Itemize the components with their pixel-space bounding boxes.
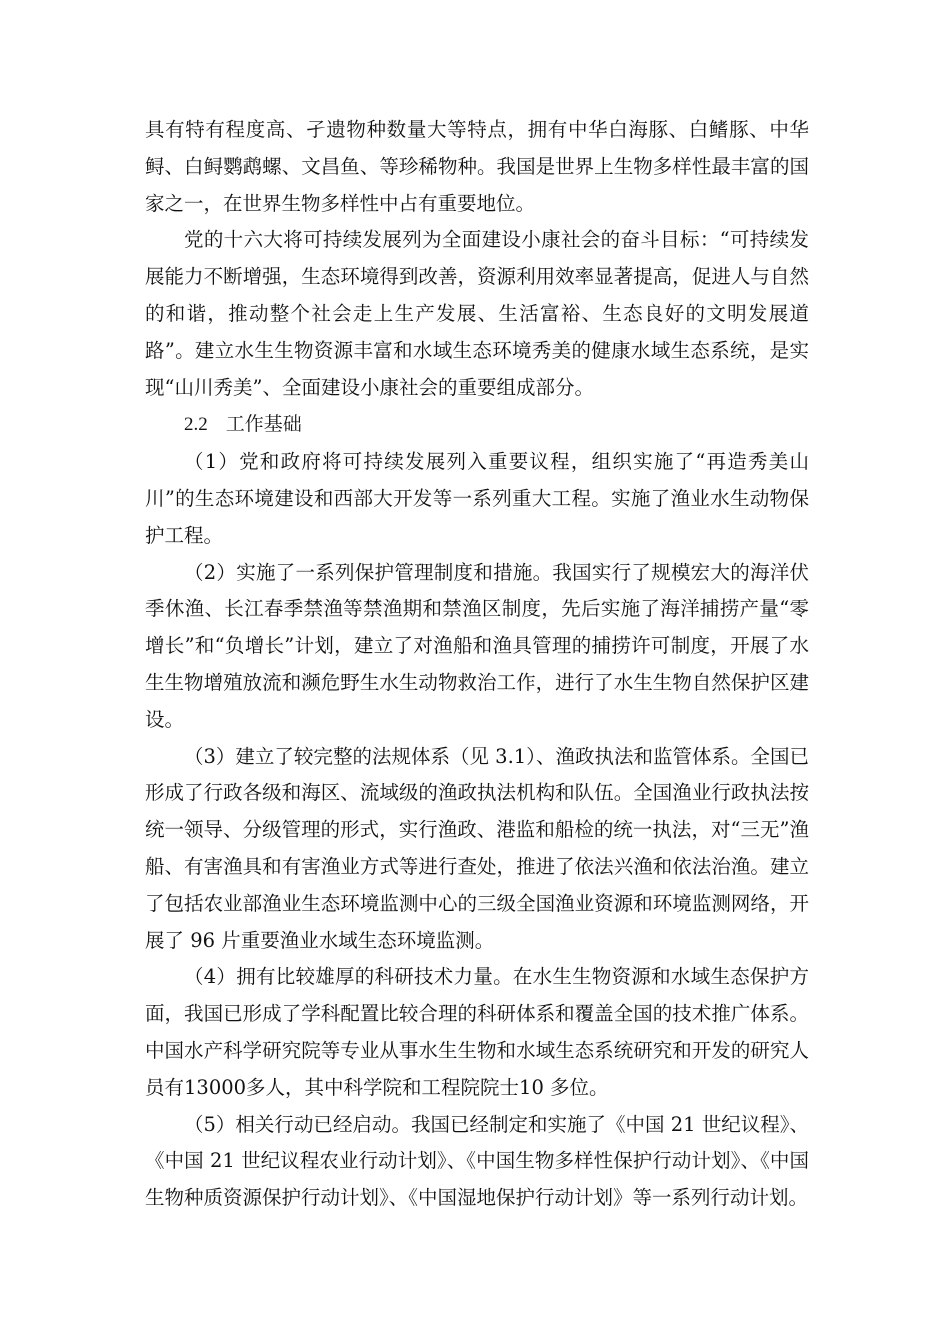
section-title: 工作基础: [225, 413, 302, 436]
paragraph-item-4: （4）拥有比较雄厚的科研技术力量。在水生生物资源和水域生态保护方面，我国已形成了学科配置比较合理的科研体系和覆盖全国的技术推广体系。中国水产科学研究院等专业从事水生生物和水域生态系统研究和开发的研究人员有13000多人，其中科学院和工程院院士10 多位。: [145, 965, 809, 1099]
section-number: 2.2: [184, 414, 208, 436]
document-body: [145, 112, 809, 1217]
paragraph-item-2: （2）实施了一系列保护管理制度和措施。我国实行了规模宏大的海洋伏季休渔、长江春季禁渔等禁渔期和禁渔区制度，先后实施了海洋捕捞产量“零增长”和“负增长”计划，建立了对渔船和渔具管理的捕捞许可制度，开展了水生生物增殖放流和濒危野生水生动物救治工作，进行了水生生物自然保护区建设。: [145, 560, 809, 731]
paragraph-item-3: （3）建立了较完整的法规体系（见 3.1）、渔政执法和监管体系。全国已形成了行政各级和海区、流域级的渔政执法机构和队伍。全国渔业行政执法按统一领导、分级管理的形式，实行渔政、港监和船检的统一执法，对“三无”渔船、有害渔具和有害渔业方式等进行查处，推进了依法兴渔和依法治渔。建立了包括农业部渔业生态环境监测中心的三级全国渔业资源和环境监测网络，开展了 96 片重要渔业水域生态环境监测。: [145, 744, 809, 952]
paragraph-item-5: （5）相关行动已经启动。我国已经制定和实施了《中国 21 世纪议程》、《中国 21 世纪议程农业行动计划》、《中国生物多样性保护行动计划》、《中国生物种质资源保护行动计划》、《中国湿地保护行动计划》等一系列行动计划。: [145, 1112, 809, 1210]
paragraph-item-1: （1）党和政府将可持续发展列入重要议程，组织实施了“再造秀美山川”的生态环境建设和西部大开发等一系列重大工程。实施了渔业水生动物保护工程。: [145, 450, 809, 547]
paragraph-biodiversity-features: 具有特有程度高、孑遗物种数量大等特点，拥有中华白海豚、白鳍豚、中华鲟、白鲟鹦鹉螺、文昌鱼、等珍稀物种。我国是世界上生物多样性最丰富的国家之一，在世界生物多样性中占有重要地位。: [145, 118, 809, 215]
section-heading: [145, 406, 809, 444]
paragraph-party-congress-goal: 党的十六大将可持续发展列为全面建设小康社会的奋斗目标：“可持续发展能力不断增强，生态环境得到改善，资源利用效率显著提高，促进人与自然的和谐，推动整个社会走上生产发展、生活富裕、生态良好的文明发展道路”。建立水生生物资源丰富和水域生态环境秀美的健康水域生态系统，是实现“山川秀美”、全面建设小康社会的重要组成部分。: [145, 228, 809, 399]
